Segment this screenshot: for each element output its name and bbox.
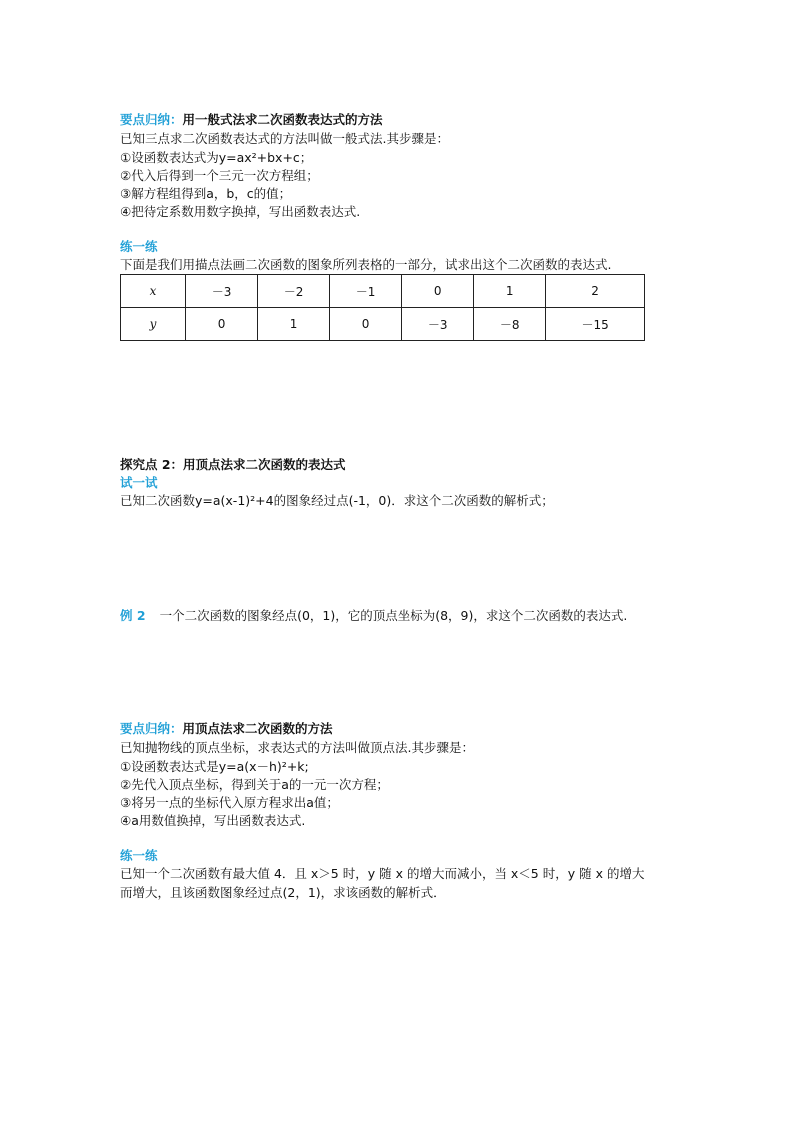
table-cell: －2 xyxy=(258,275,330,308)
table-cell: －15 xyxy=(546,308,645,341)
section1-intro: 已知三点求二次函数表达式的方法叫做一般式法.其步骤是： xyxy=(120,131,449,146)
section1-step-1: ①设函数表达式为y=ax²+bx+c； xyxy=(120,150,313,165)
explore2-heading: 探究点 2：用顶点法求二次函数的表达式 xyxy=(120,457,346,472)
value-table xyxy=(120,274,645,341)
practice1-text: 下面是我们用描点法画二次函数的图象所列表格的一部分，试求出这个二次函数的表达式. xyxy=(120,257,612,272)
table-cell: 2 xyxy=(546,275,645,308)
section2-step-3: ③将另一点的坐标代入原方程求出a值； xyxy=(120,795,339,810)
section1-heading-label: 要点归纳： xyxy=(120,112,183,127)
section1-heading xyxy=(120,111,383,129)
table-y-label: y xyxy=(121,308,186,341)
table-cell: 0 xyxy=(330,308,402,341)
example2 xyxy=(120,607,627,625)
example2-text: 一个二次函数的图象经点(0，1)，它的顶点坐标为(8，9)，求这个二次函数的表达式. xyxy=(159,608,628,623)
section2-step-2: ②先代入顶点坐标，得到关于a的一元一次方程； xyxy=(120,777,389,792)
example2-label: 例 2 xyxy=(120,608,146,623)
section1-step-4: ④把待定系数用数字换掉，写出函数表达式. xyxy=(120,204,361,219)
section2-step-1: ①设函数表达式是y=a(x－h)²+k; xyxy=(120,759,309,774)
section2-heading xyxy=(120,720,333,738)
section1-step-3: ③解方程组得到a，b，c的值； xyxy=(120,186,292,201)
section2-step-4: ④a用数值换掉，写出函数表达式. xyxy=(120,813,306,828)
table-cell: －8 xyxy=(474,308,546,341)
table-cell: －1 xyxy=(330,275,402,308)
table-cell: 0 xyxy=(402,275,474,308)
table-row xyxy=(121,308,645,341)
explore2-try-label: 试一试 xyxy=(120,475,158,490)
table-cell: 0 xyxy=(186,308,258,341)
table-cell: －3 xyxy=(402,308,474,341)
table-row xyxy=(121,275,645,308)
section1-heading-text: 用一般式法求二次函数表达式的方法 xyxy=(182,112,383,127)
section2-intro: 已知抛物线的顶点坐标，求表达式的方法叫做顶点法.其步骤是： xyxy=(120,740,474,755)
table-cell: 1 xyxy=(258,308,330,341)
section1-step-2: ②代入后得到一个三元一次方程组； xyxy=(120,168,319,183)
practice2-line-2: 而增大，且该函数图象经过点(2，1)，求该函数的解析式． xyxy=(120,885,446,900)
practice1-label: 练一练 xyxy=(120,239,158,254)
table-cell: 1 xyxy=(474,275,546,308)
section2-heading-label: 要点归纳： xyxy=(120,721,183,736)
table-cell: －3 xyxy=(186,275,258,308)
table-x-label: x xyxy=(121,275,186,308)
section2-heading-text: 用顶点法求二次函数的方法 xyxy=(182,721,333,736)
explore2-try-text: 已知二次函数y=a(x-1)²+4的图象经过点(-1，0)．求这个二次函数的解析式； xyxy=(120,493,554,508)
practice2-label: 练一练 xyxy=(120,848,158,863)
practice2-line-1: 已知一个二次函数有最大值 4．且 x＞5 时，y 随 x 的增大而减小，当 x＜5 时，y 随 x 的增大 xyxy=(120,866,645,881)
